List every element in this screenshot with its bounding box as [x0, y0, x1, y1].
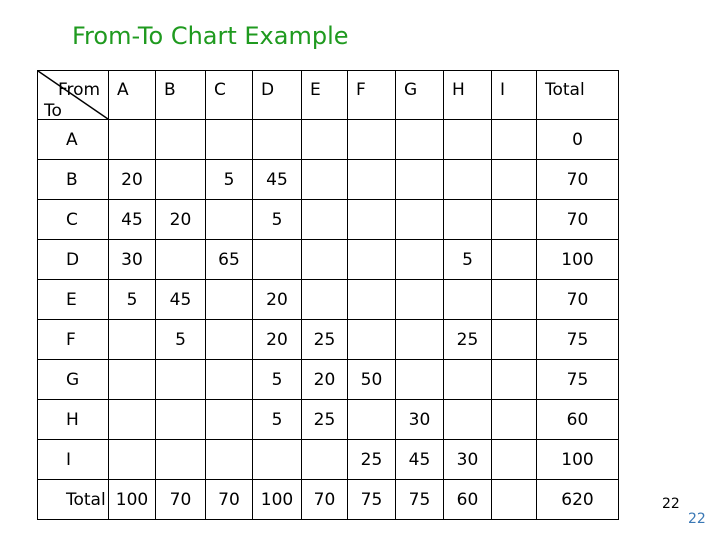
table-cell: 100 [537, 240, 619, 280]
from-to-corner-cell [38, 71, 109, 120]
table-cell [302, 120, 348, 160]
table-cell: 20 [156, 200, 206, 240]
table-cell [444, 160, 492, 200]
table-cell: 20 [109, 160, 156, 200]
table-cell [492, 160, 537, 200]
table-cell [206, 320, 253, 360]
table-cell [492, 200, 537, 240]
table-cell: 75 [537, 320, 619, 360]
table-row [38, 480, 619, 520]
table-cell: 5 [253, 200, 302, 240]
from-label: From [58, 80, 101, 100]
table-cell: 100 [537, 440, 619, 480]
column-header-c: C [206, 71, 253, 120]
table-cell [492, 240, 537, 280]
table-cell [348, 120, 396, 160]
table-cell [348, 160, 396, 200]
table-cell [492, 480, 537, 520]
table-cell [302, 440, 348, 480]
page-number: 22 [662, 496, 680, 512]
table-row [38, 400, 619, 440]
table-cell: 45 [396, 440, 444, 480]
table-cell: 75 [396, 480, 444, 520]
table-cell [109, 400, 156, 440]
table-cell [206, 280, 253, 320]
table-cell: 5 [109, 280, 156, 320]
column-header-b: B [156, 71, 206, 120]
row-label-e: E [38, 280, 109, 320]
table-cell: 70 [156, 480, 206, 520]
table-cell: 30 [109, 240, 156, 280]
table-cell [492, 360, 537, 400]
table-row [38, 440, 619, 480]
column-header-total: Total [537, 71, 619, 120]
table-cell: 25 [302, 400, 348, 440]
table-cell [492, 440, 537, 480]
table-cell: 5 [444, 240, 492, 280]
table-cell [206, 360, 253, 400]
table-row [38, 120, 619, 160]
row-label-total: Total [38, 480, 109, 520]
table-cell [156, 160, 206, 200]
row-label-a: A [38, 120, 109, 160]
table-cell [348, 280, 396, 320]
table-cell: 25 [302, 320, 348, 360]
table-cell: 45 [109, 200, 156, 240]
table-cell: 5 [253, 360, 302, 400]
column-header-e: E [302, 71, 348, 120]
table-cell [492, 400, 537, 440]
table-cell [492, 320, 537, 360]
table-cell [206, 440, 253, 480]
table-cell [302, 160, 348, 200]
table-cell [396, 120, 444, 160]
to-label: To [44, 101, 62, 120]
row-label-i: I [38, 440, 109, 480]
table-row [38, 360, 619, 400]
table-cell [348, 400, 396, 440]
table-cell [109, 440, 156, 480]
table-cell [492, 120, 537, 160]
table-cell: 75 [537, 360, 619, 400]
table-cell [444, 200, 492, 240]
table-cell: 620 [537, 480, 619, 520]
column-header-d: D [253, 71, 302, 120]
row-label-h: H [38, 400, 109, 440]
column-header-h: H [444, 71, 492, 120]
table-cell: 65 [206, 240, 253, 280]
table-cell [396, 280, 444, 320]
table-cell [302, 240, 348, 280]
column-header-i: I [492, 71, 537, 120]
table-cell [396, 360, 444, 400]
row-label-b: B [38, 160, 109, 200]
table-cell [156, 400, 206, 440]
table-cell [253, 440, 302, 480]
table-cell [253, 120, 302, 160]
table-cell: 5 [206, 160, 253, 200]
table-cell: 70 [537, 160, 619, 200]
row-label-g: G [38, 360, 109, 400]
table-cell: 60 [444, 480, 492, 520]
row-label-d: D [38, 240, 109, 280]
table-cell [206, 120, 253, 160]
table-cell: 75 [348, 480, 396, 520]
page-title: From-To Chart Example [72, 22, 349, 50]
table-cell [156, 440, 206, 480]
table-cell: 25 [348, 440, 396, 480]
table-cell [206, 400, 253, 440]
table-cell: 60 [537, 400, 619, 440]
page-number-overlay: 22 [688, 511, 706, 527]
table-cell: 20 [253, 320, 302, 360]
table-cell: 20 [253, 280, 302, 320]
column-header-f: F [348, 71, 396, 120]
table-cell [444, 280, 492, 320]
row-label-f: F [38, 320, 109, 360]
table-cell [302, 200, 348, 240]
table-cell [444, 360, 492, 400]
table-cell [109, 360, 156, 400]
table-cell [156, 240, 206, 280]
table-cell: 30 [396, 400, 444, 440]
table-cell: 45 [253, 160, 302, 200]
table-cell: 70 [537, 280, 619, 320]
table-cell: 100 [109, 480, 156, 520]
table-cell [492, 280, 537, 320]
table-cell [396, 240, 444, 280]
table-cell [302, 280, 348, 320]
table-cell [348, 200, 396, 240]
table-cell [348, 240, 396, 280]
table-cell [348, 320, 396, 360]
row-label-c: C [38, 200, 109, 240]
table-cell [156, 120, 206, 160]
table-cell: 25 [444, 320, 492, 360]
table-cell [156, 360, 206, 400]
column-header-g: G [396, 71, 444, 120]
table-cell: 70 [206, 480, 253, 520]
table-cell [396, 200, 444, 240]
table-cell: 5 [156, 320, 206, 360]
from-to-table [37, 70, 619, 520]
table-cell [444, 400, 492, 440]
table-cell [444, 120, 492, 160]
table-row [38, 320, 619, 360]
table-cell [396, 160, 444, 200]
table-cell: 20 [302, 360, 348, 400]
table-cell [396, 320, 444, 360]
table-cell [109, 120, 156, 160]
table-cell: 5 [253, 400, 302, 440]
table-cell [109, 320, 156, 360]
table-cell: 45 [156, 280, 206, 320]
table-cell [206, 200, 253, 240]
column-header-a: A [109, 71, 156, 120]
header-row [38, 71, 619, 120]
table-row [38, 240, 619, 280]
table-cell: 0 [537, 120, 619, 160]
table-cell [253, 240, 302, 280]
table-row [38, 200, 619, 240]
table-cell: 70 [302, 480, 348, 520]
table-cell: 70 [537, 200, 619, 240]
table-row [38, 160, 619, 200]
table-cell: 50 [348, 360, 396, 400]
table-row [38, 280, 619, 320]
table-cell: 30 [444, 440, 492, 480]
table-cell: 100 [253, 480, 302, 520]
